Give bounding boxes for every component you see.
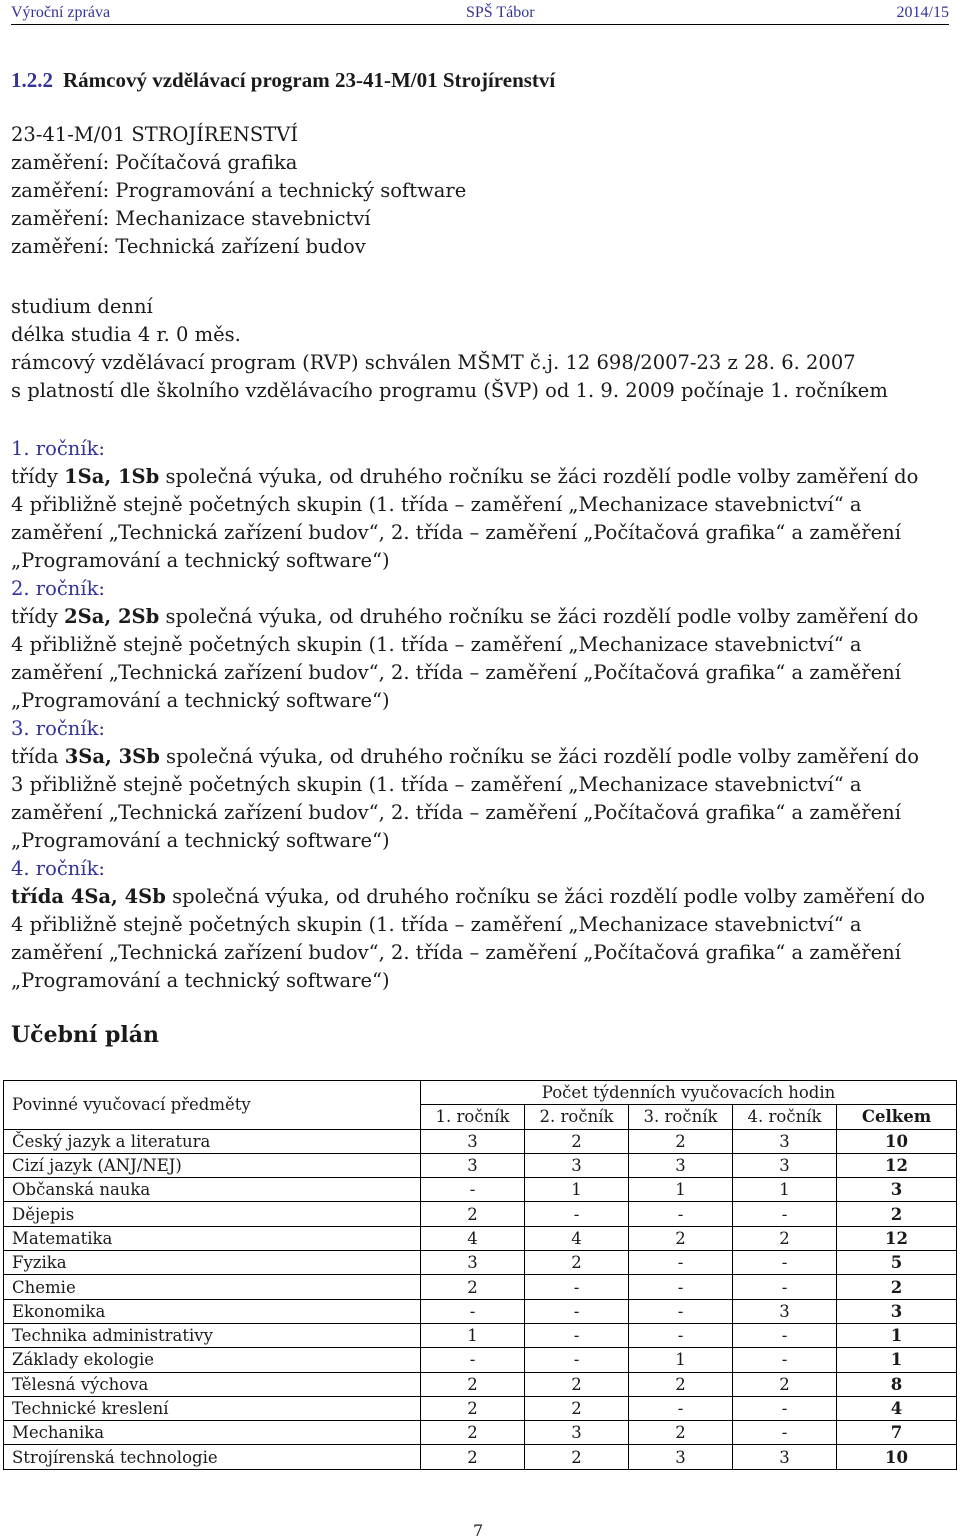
hours-cell: 2 (421, 1275, 525, 1299)
year-description-line (11, 743, 951, 771)
total-hours-cell: 3 (837, 1178, 957, 1202)
hours-cell: 3 (525, 1421, 629, 1445)
hours-cell: 3 (421, 1251, 525, 1275)
text-segment: zaměření „Technická zařízení budov“, 2. třída – zaměření „Počítačová grafika“ a zaměření (11, 661, 901, 684)
text-segment: „Programování a technický software“) (11, 689, 390, 712)
hours-cell: 3 (733, 1153, 837, 1177)
year-label: 1. ročník: (11, 437, 105, 460)
class-names: 3Sa, 3Sb (64, 745, 160, 768)
hours-cell: 2 (629, 1129, 733, 1153)
subject-name-cell: Technika administrativy (4, 1323, 421, 1347)
table-row (4, 1251, 957, 1275)
total-hours-cell: 8 (837, 1372, 957, 1396)
hours-cell: 2 (421, 1202, 525, 1226)
text-segment: „Programování a technický software“) (11, 549, 390, 572)
hours-cell: - (421, 1299, 525, 1323)
year-label: 2. ročník: (11, 577, 105, 600)
hours-cell: 2 (525, 1396, 629, 1420)
hours-cell: - (525, 1275, 629, 1299)
hours-cell: 1 (421, 1323, 525, 1347)
total-hours-cell: 10 (837, 1129, 957, 1153)
class-names: 1Sa, 1Sb (64, 465, 160, 488)
year-description-line (11, 827, 951, 855)
subject-name-cell: Dějepis (4, 1202, 421, 1226)
hours-cell: - (525, 1299, 629, 1323)
text-segment: zaměření „Technická zařízení budov“, 2. třída – zaměření „Počítačová grafika“ a zaměření (11, 801, 901, 824)
table-row (4, 1323, 957, 1347)
subject-column-header: Povinné vyučovací předměty (4, 1081, 421, 1130)
subject-name-cell: Tělesná výchova (4, 1372, 421, 1396)
table-row (4, 1202, 957, 1226)
text-segment: 4 přibližně stejně početných skupin (1. třída – zaměření „Mechanizace stavebnictví“ a (11, 493, 862, 516)
subject-name-cell: Chemie (4, 1275, 421, 1299)
hours-cell: - (733, 1348, 837, 1372)
table-row (4, 1299, 957, 1323)
study-approval: rámcový vzdělávací program (RVP) schválen MŠMT č.j. 12 698/2007-23 z 28. 6. 2007 (11, 351, 856, 374)
year-column-header: 2. ročník (525, 1105, 629, 1129)
hours-cell: 3 (733, 1299, 837, 1323)
table-row (4, 1178, 957, 1202)
subject-name-cell: Matematika (4, 1226, 421, 1250)
hours-cell: 2 (733, 1372, 837, 1396)
study-form: studium denní (11, 295, 153, 318)
table-row (4, 1396, 957, 1420)
table-header-row (4, 1081, 957, 1105)
hours-cell: 4 (421, 1226, 525, 1250)
table-row (4, 1421, 957, 1445)
year-description-line (11, 491, 951, 519)
header-school-name: SPŠ Tábor (466, 4, 535, 21)
subject-name-cell: Cizí jazyk (ANJ/NEJ) (4, 1153, 421, 1177)
hours-cell: 2 (733, 1226, 837, 1250)
year-description-line (11, 519, 951, 547)
hours-cell: 3 (629, 1445, 733, 1469)
hours-cell: 3 (733, 1129, 837, 1153)
year-column-header: 1. ročník (421, 1105, 525, 1129)
hours-cell: - (629, 1396, 733, 1420)
section-number: 1.2.2 (11, 68, 53, 92)
hours-cell: 3 (733, 1445, 837, 1469)
class-names: třída 4Sa, 4Sb (11, 885, 166, 908)
hours-cell: 2 (525, 1129, 629, 1153)
page-header (11, 2, 949, 25)
year-description-line (11, 687, 951, 715)
hours-cell: 3 (629, 1153, 733, 1177)
hours-cell: 2 (525, 1445, 629, 1469)
total-hours-cell: 10 (837, 1445, 957, 1469)
total-hours-cell: 12 (837, 1226, 957, 1250)
study-validity: s platností dle školního vzdělávacího programu (ŠVP) od 1. 9. 2009 počínaje 1. ročníkem (11, 379, 888, 402)
subject-name-cell: Strojírenská technologie (4, 1445, 421, 1469)
text-segment: třídy (11, 605, 65, 628)
hours-cell: - (629, 1251, 733, 1275)
hours-cell: - (525, 1348, 629, 1372)
year-description-line (11, 463, 951, 491)
subject-name-cell: Fyzika (4, 1251, 421, 1275)
year-description-line (11, 771, 951, 799)
hours-cell: 1 (525, 1178, 629, 1202)
section-title-text: Rámcový vzdělávací program 23-41-M/01 Strojírenství (63, 68, 556, 92)
table-row (4, 1275, 957, 1299)
hours-cell: 2 (421, 1421, 525, 1445)
total-hours-cell: 2 (837, 1202, 957, 1226)
total-hours-cell: 3 (837, 1299, 957, 1323)
year-description-line (11, 967, 951, 995)
hours-cell: 2 (629, 1226, 733, 1250)
hours-cell: 2 (421, 1445, 525, 1469)
hours-cell: 1 (629, 1178, 733, 1202)
table-row (4, 1372, 957, 1396)
header-school-year: 2014/15 (896, 4, 949, 21)
year-description-line (11, 911, 951, 939)
subject-name-cell: Základy ekologie (4, 1348, 421, 1372)
page-number: 7 (473, 1521, 484, 1540)
hours-cell: - (733, 1421, 837, 1445)
year-description-line (11, 631, 951, 659)
subject-name-cell: Technické kreslení (4, 1396, 421, 1420)
hours-cell: - (525, 1323, 629, 1347)
class-names: 2Sa, 2Sb (64, 605, 160, 628)
subject-name-cell: Občanská nauka (4, 1178, 421, 1202)
hours-cell: - (733, 1202, 837, 1226)
table-row (4, 1348, 957, 1372)
hours-cell: 1 (629, 1348, 733, 1372)
hours-cell: 2 (421, 1396, 525, 1420)
table-row (4, 1226, 957, 1250)
hours-cell: - (421, 1348, 525, 1372)
hours-cell: 2 (421, 1372, 525, 1396)
program-info (11, 121, 951, 261)
hours-cell: 1 (733, 1178, 837, 1202)
hours-cell: - (733, 1396, 837, 1420)
text-segment: společná výuka, od druhého ročníku se žáci rozdělí podle volby zaměření do (159, 605, 919, 628)
hours-cell: 2 (629, 1421, 733, 1445)
subject-name-cell: Mechanika (4, 1421, 421, 1445)
year-description-line (11, 547, 951, 575)
year-description-line (11, 659, 951, 687)
program-focus-item: zaměření: Technická zařízení budov (11, 235, 366, 258)
study-info (11, 293, 951, 405)
year-column-header: 3. ročník (629, 1105, 733, 1129)
section-heading (11, 68, 555, 93)
total-hours-cell: 1 (837, 1348, 957, 1372)
subject-name-cell: Ekonomika (4, 1299, 421, 1323)
total-column-header: Celkem (837, 1105, 957, 1129)
program-focus-item: zaměření: Počítačová grafika (11, 151, 298, 174)
year-description-line (11, 939, 951, 967)
text-segment: 3 přibližně stejně početných skupin (1. třída – zaměření „Mechanizace stavebnictví“ a (11, 773, 862, 796)
total-hours-cell: 1 (837, 1323, 957, 1347)
text-segment: „Programování a technický software“) (11, 829, 390, 852)
curriculum-table (3, 1080, 957, 1470)
text-segment: 4 přibližně stejně početných skupin (1. třída – zaměření „Mechanizace stavebnictví“ a (11, 633, 862, 656)
hours-cell: 2 (525, 1372, 629, 1396)
program-focus-item: zaměření: Mechanizace stavebnictví (11, 207, 371, 230)
text-segment: třídy (11, 465, 65, 488)
year-column-header: 4. ročník (733, 1105, 837, 1129)
hours-cell: - (629, 1299, 733, 1323)
text-segment: společná výuka, od druhého ročníku se žáci rozdělí podle volby zaměření do (159, 745, 919, 768)
hours-cell: - (421, 1178, 525, 1202)
year-label: 4. ročník: (11, 857, 105, 880)
program-focus-item: zaměření: Programování a technický software (11, 179, 467, 202)
text-segment: zaměření „Technická zařízení budov“, 2. třída – zaměření „Počítačová grafika“ a zaměření (11, 941, 901, 964)
year-label: 3. ročník: (11, 717, 105, 740)
program-name: 23-41-M/01 STROJÍRENSTVÍ (11, 123, 299, 146)
total-hours-cell: 7 (837, 1421, 957, 1445)
table-row (4, 1153, 957, 1177)
hours-cell: - (629, 1202, 733, 1226)
hours-cell: - (629, 1323, 733, 1347)
year-description-line (11, 883, 951, 911)
hours-cell: - (733, 1323, 837, 1347)
total-hours-cell: 2 (837, 1275, 957, 1299)
table-row (4, 1129, 957, 1153)
hours-cell: - (733, 1251, 837, 1275)
hours-cell: - (629, 1275, 733, 1299)
text-segment: společná výuka, od druhého ročníku se žáci rozdělí podle volby zaměření do (165, 885, 925, 908)
hours-cell: - (733, 1275, 837, 1299)
curriculum-title: Učební plán (11, 1022, 159, 1048)
year-descriptions (11, 435, 951, 995)
total-hours-cell: 4 (837, 1396, 957, 1420)
text-segment: společná výuka, od druhého ročníku se žáci rozdělí podle volby zaměření do (159, 465, 919, 488)
text-segment: 4 přibližně stejně početných skupin (1. třída – zaměření „Mechanizace stavebnictví“ a (11, 913, 862, 936)
hours-column-header: Počet týdenních vyučovacích hodin (421, 1081, 957, 1105)
total-hours-cell: 5 (837, 1251, 957, 1275)
hours-cell: 3 (421, 1153, 525, 1177)
hours-cell: 2 (629, 1372, 733, 1396)
text-segment: „Programování a technický software“) (11, 969, 390, 992)
hours-cell: - (525, 1202, 629, 1226)
text-segment: zaměření „Technická zařízení budov“, 2. třída – zaměření „Počítačová grafika“ a zaměření (11, 521, 901, 544)
hours-cell: 4 (525, 1226, 629, 1250)
text-segment: třída (11, 745, 65, 768)
table-row (4, 1445, 957, 1469)
total-hours-cell: 12 (837, 1153, 957, 1177)
hours-cell: 3 (421, 1129, 525, 1153)
header-report-title: Výroční zpráva (11, 4, 111, 21)
study-length: délka studia 4 r. 0 měs. (11, 323, 241, 346)
hours-cell: 3 (525, 1153, 629, 1177)
year-description-line (11, 603, 951, 631)
subject-name-cell: Český jazyk a literatura (4, 1129, 421, 1153)
hours-cell: 2 (525, 1251, 629, 1275)
year-description-line (11, 799, 951, 827)
